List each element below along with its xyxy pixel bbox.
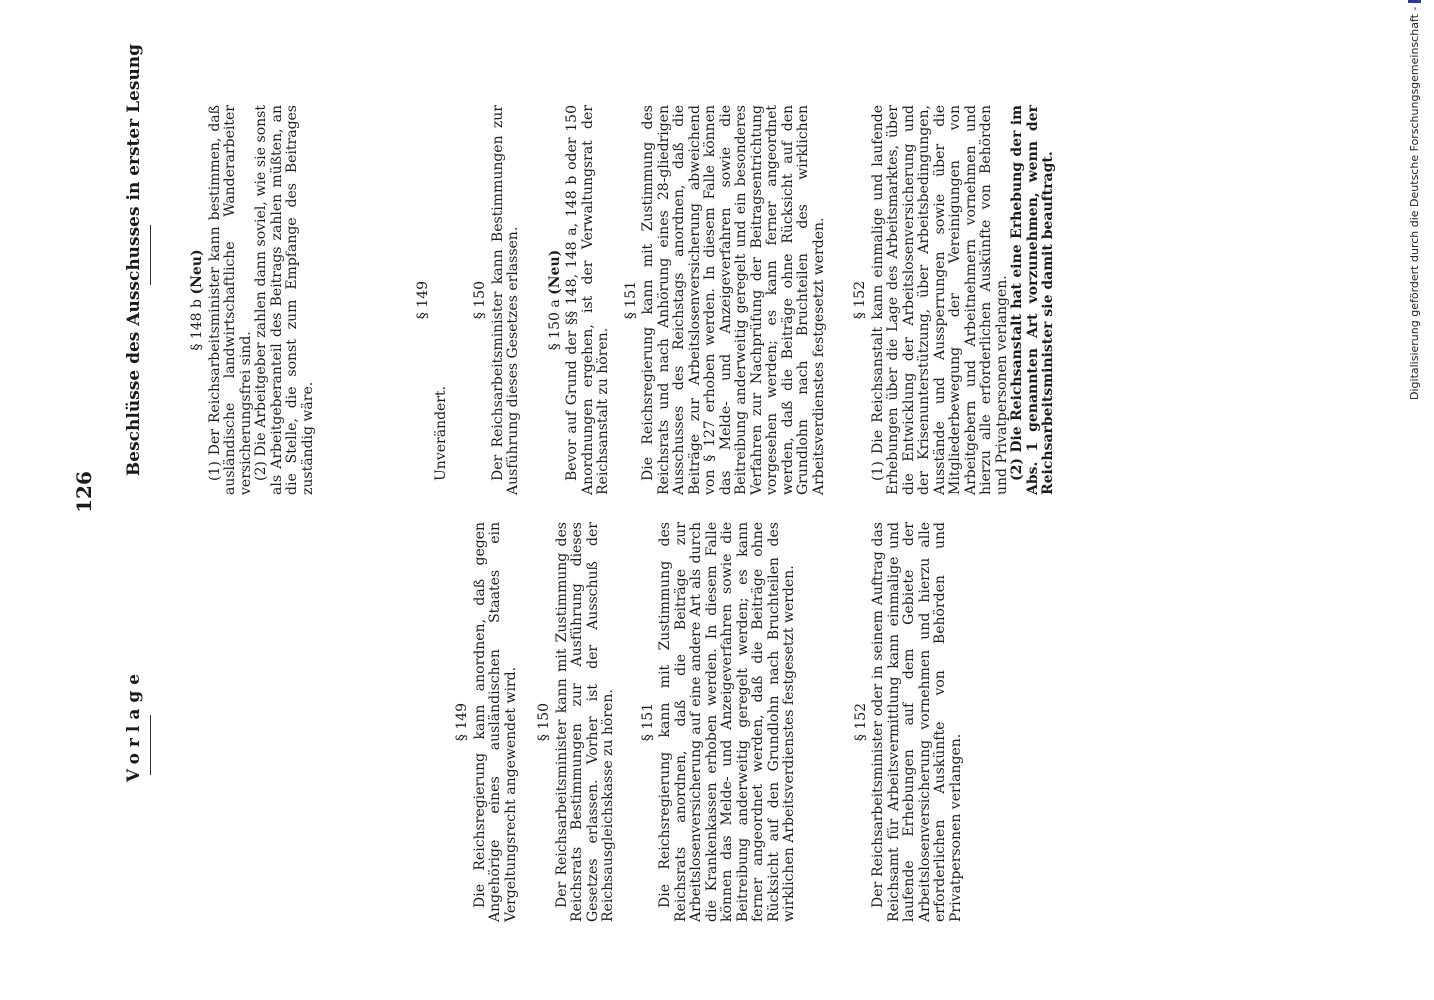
section-text: Die Reichsregierung kann mit Zustimmung des Reichsrats anordnen, daß die Beiträge zur Arbeitslosenversicherung auf eine andere Art als durch die Krankenkassen erhoben werden. In diesem Falle können das Melde- und Anzeigeverfahren sowie die Beitreibung anderweitig geregelt werden; es kann ferner angeordnet werden, daß die Beiträge ohne Rücksicht auf den Grundlohn nach Bruchteilen des wirklichen Arbeitsverdienstes festgesetzt werden. (657, 522, 797, 922)
section-text: Bevor auf Grund der §§ 148, 148 a, 148 b oder 150 Anordnungen ergehen, ist der Verwaltungsrat der Reichsanstalt zu hören. (564, 105, 611, 495)
section-number: § 149 (415, 280, 431, 320)
left-heading-rule (150, 715, 151, 775)
section-heading (548, 105, 564, 495)
section-text: Der Reichsarbeitsminister kann Bestimmungen zur Ausführung dieses Gesetzes erlassen. (489, 105, 521, 495)
right-heading-rule (150, 225, 151, 285)
section-text: (1) Die Reichsanstalt kann einmalige und laufende Erhebungen über die Lage des Arbeitsmarktes, über die Entwicklung der Arbeitslosenversicherung und der Krisenunterstützung, über Arbeitsbedingungen, Ausstände und Aussperrungen sowie über die Mitgliederbewegung der Vereinigungen von Arbeitgebern und Arbeitnehmern vornehmen und hierzu alle erforderlichen Auskünfte von Behörden und Privatpersonen verlangen. (869, 105, 1010, 495)
section-number: § 151 (639, 702, 656, 742)
section-text: Unverändert. (432, 385, 449, 481)
right-section-150a (548, 105, 612, 495)
digitization-note (1408, 0, 1421, 400)
section-number: § 152 (852, 280, 868, 320)
left-section-149 (455, 522, 519, 922)
left-column (455, 522, 982, 922)
right-section-152 (853, 105, 1057, 495)
left-section-151 (641, 522, 798, 922)
dfg-logo (1408, 0, 1421, 3)
section-text: Die Reichsregierung kann anordnen, daß gegen Angehörige eines ausländischen Staates ein Vergeltungsrecht angewendet wird. (471, 522, 519, 922)
section-number: § 148 b (189, 299, 205, 351)
section-number: § 152 (852, 702, 869, 742)
section-number: § 150 (536, 702, 552, 742)
section-text: Die Reichsregierung kann mit Zustimmung des Reichsrats und nach Anhörung eines 28-gliedrigen Ausschusses des Reichstags anordnen, daß die Beiträge zur Arbeitslosenversicherung abweichend von § 127 erhoben werden. In diesem Falle können das Melde- und Anzeigeverfahren sowie die Beitreibung anderweitig geregelt und ein besonderes Verfahren zur Nachprüfung der Beitragsentrichtung vorgesehen werden; es kann ferner angeordnet werden, daß die Beiträge ohne Rücksicht auf den Grundlohn nach Bruchteilen des wirklichen Arbeitsverdienstes festgesetzt werden. (640, 105, 827, 495)
section-text: Der Reichsarbeitsminister kann mit Zustimmung des Reichsrats Bestimmungen zur Ausführung dieses Gesetzes erlassen. Vorher ist der Ausschuß der Reichsausgleichskasse zu hören. (553, 522, 616, 922)
left-section-150 (537, 522, 617, 922)
right-section-149 (416, 105, 449, 495)
section-number: § 150 a (546, 299, 563, 351)
section-number: § 150 (472, 280, 488, 320)
left-section-152 (854, 522, 965, 922)
section-text: Der Reichsarbeitsminister oder in seinem Auftrag das Reichsamt für Arbeitsvermittlung kann einmalige und laufende Erhebungen auf dem Gebiete der Arbeitslosenversicherung vornehmen und hierzu alle erforderlichen Auskünfte von Behörden und Privatpersonen verlangen. (870, 522, 964, 922)
section-number: § 149 (454, 702, 470, 742)
new-marker: (Neu) (189, 249, 205, 295)
section-text-bold: (2) Die Reichsanstalt hat eine Erhebung der im Abs. 1 genannten Art vorzunehmen, wenn der Reichsarbeitsminister sie damit beauftragt. (1009, 105, 1056, 495)
right-section-151 (624, 105, 828, 495)
right-column-heading: Beschlüsse des Ausschusses in erster Lesung (124, 43, 144, 477)
right-section-150 (473, 105, 522, 495)
new-marker: (Neu) (546, 249, 563, 295)
section-text: (1) Der Reichsarbeitsminister kann bestimmen, daß ausländische landwirtschaftliche Wanderarbeiter versicherungsfrei sind. (206, 105, 254, 495)
section-number: § 151 (622, 280, 639, 320)
left-column-heading: Vorlage (124, 667, 144, 783)
right-section-148b (190, 105, 316, 495)
section-text: (2) Die Arbeitgeber zahlen dann soviel, wie sie sonst als Arbeitgeberanteil des Beitrags zahlen müßten, an die Stelle, die sonst zum Empfange des Beitrages zuständig wäre. (253, 105, 316, 495)
page-number: 126 (72, 471, 96, 513)
section-heading (190, 105, 206, 495)
right-column (190, 105, 1075, 495)
digitization-note-text: Digitalisierung gefördert durch die Deutsche Forschungsgemeinschaft - (1408, 3, 1421, 400)
